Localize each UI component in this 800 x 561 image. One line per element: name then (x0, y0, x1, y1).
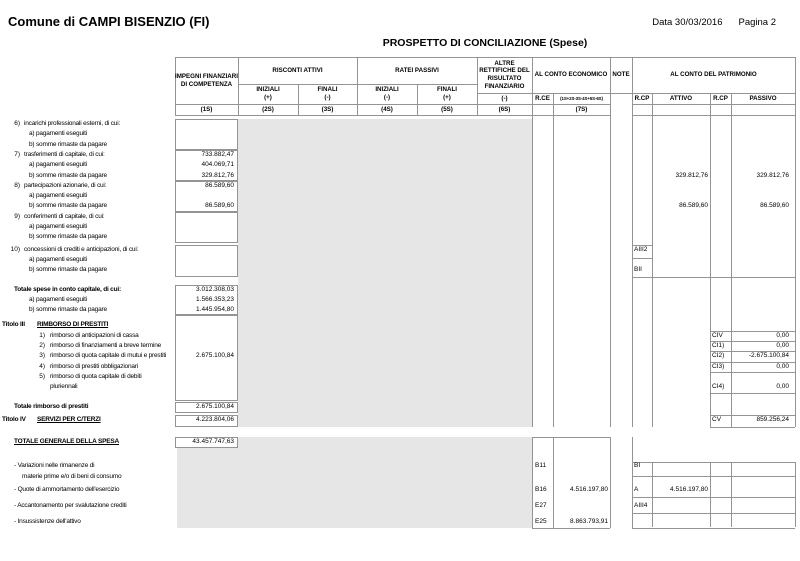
value-passivo: -2.675.100,84 (748, 352, 789, 360)
value-impegni: 4.223.804,06 (196, 415, 234, 423)
row-label: - Accantonamento per svalutazione crediti (14, 502, 127, 510)
row-number: 8) (14, 181, 20, 189)
row-label: - Insussistenze dell'attivo (14, 517, 81, 525)
row-number: 5) (39, 372, 45, 380)
code-rcp-attivo: AIII2 (634, 245, 648, 253)
row-label: rimborso di quota capitale di debiti (50, 372, 142, 380)
col-code-3s: (3S) (321, 105, 334, 113)
code-rce: E25 (535, 517, 547, 525)
code-rcp-attivo: BII (634, 266, 642, 274)
row-label: materie prime e/o di beni di consumo (22, 472, 122, 480)
row-label: b) somme rimaste da pagare (29, 306, 107, 314)
code-rcp-attivo: A (634, 486, 639, 493)
table-row (0, 160, 796, 170)
row-label: a) pagamenti eseguiti (29, 192, 87, 200)
row-label: - Variazioni nelle rimanenze di (14, 462, 95, 470)
value-impegni: 329.812,76 (201, 171, 234, 179)
value-impegni: 86.589,60 (205, 181, 234, 189)
table-line (610, 437, 611, 528)
print-date: Data 30/03/2016 (652, 17, 723, 28)
row-number: 3) (39, 352, 45, 360)
row-number: 1) (39, 331, 45, 339)
table-line (632, 437, 633, 528)
table-row (0, 212, 796, 222)
col-header-risconti-finali: FINALI (-) (317, 86, 338, 101)
row-label-total: Totale rimborso di prestiti (14, 402, 89, 410)
value-passivo: 0,00 (776, 331, 789, 339)
table-row (0, 265, 796, 275)
document-title: PROSPETTO DI CONCILIAZIONE (Spese) (382, 37, 588, 49)
row-label: b) somme rimaste da pagare (29, 233, 107, 241)
row-number: 2) (39, 342, 45, 349)
code-rcp-attivo: AIII4 (634, 502, 648, 510)
table-row (0, 191, 796, 201)
value-impegni: 2.675.100,84 (196, 352, 234, 360)
code-rcp-passivo: CI1) (712, 342, 725, 349)
table-row (0, 222, 796, 232)
row-label: rimborso di finanziamenti a breve termine (50, 342, 162, 349)
row-titolo: Titolo IV (2, 415, 26, 423)
col-code-6s: (6S) (498, 105, 511, 113)
table-row (0, 320, 796, 330)
table-row (0, 255, 796, 265)
row-label: rimborso di quota capitale di mutui e prestiti (50, 352, 167, 360)
col-header-impegni: IMPEGNI FINANZIARI DI COMPETENZA (175, 72, 238, 88)
table-row (0, 437, 796, 447)
row-label: rimborso di prestiti obbligazionari (50, 362, 139, 370)
value-impegni: 733.882,47 (201, 150, 234, 158)
table-line (710, 427, 795, 428)
table-row (0, 517, 796, 527)
row-label: b) somme rimaste da pagare (29, 202, 107, 210)
table-row (0, 150, 796, 160)
table-row (0, 472, 796, 482)
value-impegni: 1.445.954,80 (196, 306, 234, 314)
col-header-note: NOTE (612, 71, 630, 79)
col-header-risconti-attivi: RISCONTI ATTIVI (272, 66, 323, 74)
row-label-total: Totale spese in conto capitale, di cui: (14, 285, 121, 293)
row-titolo: Titolo III (2, 321, 25, 329)
col-header-rce: R.CE (535, 94, 550, 102)
row-label: concessioni di crediti e anticipazioni, di cui: (24, 245, 139, 253)
table-line (710, 393, 795, 394)
code-rce: B11 (535, 462, 547, 470)
col-code-5s: (5S) (441, 105, 453, 113)
value-impegni: 86.589,60 (205, 202, 234, 210)
table-line (632, 497, 795, 498)
col-header-altre-rettifiche: ALTRE RETTIFICHE DEL RISULTATO FINANZIARIO (479, 59, 530, 90)
col-header-conto-patrimonio: AL CONTO DEL PATRIMONIO (670, 71, 757, 79)
col-header-risconti-iniziali: INIZIALI (+) (256, 86, 280, 101)
table-line (532, 437, 533, 528)
row-label: a) pagamenti eseguiti (29, 295, 87, 303)
row-label: RIMBORSO DI PRESTITI (37, 321, 109, 329)
value-passivo: 0,00 (776, 362, 789, 370)
value-passivo: 329.812,76 (756, 171, 789, 179)
row-label: a) pagamenti eseguiti (29, 223, 87, 230)
table-line (632, 104, 795, 105)
col-header-rcp-passivo: R.CP (713, 94, 728, 102)
value-attivo: 86.589,60 (679, 202, 708, 210)
row-label: b) somme rimaste da pagare (29, 266, 107, 274)
col-header-rcp-attivo: R.CP (634, 94, 650, 102)
value-passivo: 859.256,24 (756, 415, 789, 423)
col-header-ratei-iniziali: INIZIALI (-) (375, 86, 399, 101)
table-row (0, 331, 796, 341)
row-label: a) pagamenti eseguiti (29, 161, 87, 169)
row-label: - Quote di ammortamento dell'esercizio (14, 486, 120, 493)
page-number: Pagina 2 (738, 17, 776, 28)
table-row (0, 119, 796, 129)
row-number: 4) (39, 362, 45, 370)
table-row (0, 362, 796, 372)
value-conto-economico: 4.516.197,80 (570, 486, 608, 493)
table-row (0, 382, 796, 392)
row-label: b) somme rimaste da pagare (29, 171, 107, 179)
col-code-2s: (2S) (262, 105, 274, 113)
table-row (0, 129, 796, 139)
value-impegni: 404.069,71 (201, 161, 234, 169)
table-line (632, 513, 795, 514)
table-line (632, 115, 795, 116)
row-label: partecipazioni azionarie, di cui: (24, 181, 107, 189)
code-rcp-passivo: CI2) (712, 352, 725, 360)
row-label: trasferimenti di capitale, di cui: (24, 150, 105, 158)
table-row (0, 305, 796, 315)
col-header-passivo: PASSIVO (749, 94, 777, 102)
code-rcp-passivo: CIV (712, 331, 723, 339)
table-line (632, 528, 795, 529)
col-header-formula: (1S+2S-3S-4S+5S-6S) (560, 95, 603, 101)
col-header-ratei-passivi: RATEI PASSIVI (395, 66, 439, 74)
row-label: a) pagamenti eseguiti (29, 130, 87, 138)
row-number: 10) (10, 245, 20, 253)
value-passivo: 0,00 (776, 383, 789, 391)
row-number: 7) (14, 150, 20, 158)
row-number: 9) (14, 212, 20, 220)
col-code-4s: (4S) (381, 105, 393, 113)
table-row (0, 285, 796, 295)
value-attivo: 4.516.197,80 (670, 486, 708, 493)
value-impegni: 43.457.747,63 (192, 438, 234, 446)
col-header-attivo: ATTIVO (669, 94, 693, 102)
value-impegni: 3.012.308,03 (196, 285, 234, 293)
col-header-altre-sign: (-) (501, 94, 508, 102)
table-row (0, 171, 796, 181)
table-line (532, 528, 610, 529)
table-row (0, 461, 796, 471)
row-label: incarichi professionali esterni, di cui: (24, 120, 121, 127)
row-label: pluriennali (50, 383, 78, 391)
row-label: SERVIZI PER C/TERZI (37, 415, 101, 423)
value-impegni: 2.675.100,84 (196, 402, 234, 410)
col-header-conto-economico: AL CONTO ECONOMICO (534, 71, 608, 79)
value-passivo: 0,00 (776, 342, 789, 349)
col-code-7s: (7S) (575, 105, 588, 113)
code-rcp-passivo: CV (712, 415, 722, 423)
code-rce: B16 (535, 486, 547, 493)
table-row (0, 351, 796, 361)
row-label-grand-total: TOTALE GENERALE DELLA SPESA (14, 438, 119, 446)
col-code-1s: (1S) (200, 105, 213, 113)
code-rce: E27 (535, 502, 547, 510)
shaded-region (238, 437, 532, 528)
value-passivo: 86.589,60 (760, 202, 789, 210)
value-impegni: 1.566.353,23 (196, 295, 234, 303)
table-line (175, 115, 610, 116)
table-row (0, 402, 796, 412)
table-row (0, 181, 796, 191)
table-row (0, 201, 796, 211)
table-row (0, 372, 796, 382)
org-name: Comune di CAMPI BISENZIO (FI) (8, 14, 210, 29)
col-header-ratei-finali: FINALI (+) (437, 86, 457, 101)
table-row (0, 341, 796, 351)
table-row (0, 295, 796, 305)
table-row (0, 140, 796, 150)
code-rcp-attivo: BI (634, 462, 641, 470)
row-label: rimborso di anticipazioni di cassa (50, 331, 139, 339)
table-line (632, 277, 795, 278)
table-row (0, 485, 796, 495)
value-conto-economico: 8.863.793,91 (570, 517, 608, 525)
row-number: 6) (14, 120, 20, 127)
table-line (553, 437, 554, 528)
print-meta (636, 17, 776, 28)
code-rcp-passivo: CI3) (712, 362, 725, 370)
table-row (0, 415, 796, 425)
table-row (0, 501, 796, 511)
value-attivo: 329.812,76 (675, 171, 708, 179)
table-row (0, 245, 796, 255)
row-label: a) pagamenti eseguiti (29, 255, 87, 263)
row-label: conferimenti di capitale, di cui: (24, 212, 105, 220)
code-rcp-passivo: CI4) (712, 383, 725, 391)
table-row (0, 232, 796, 242)
row-label: b) somme rimaste da pagare (29, 140, 107, 148)
